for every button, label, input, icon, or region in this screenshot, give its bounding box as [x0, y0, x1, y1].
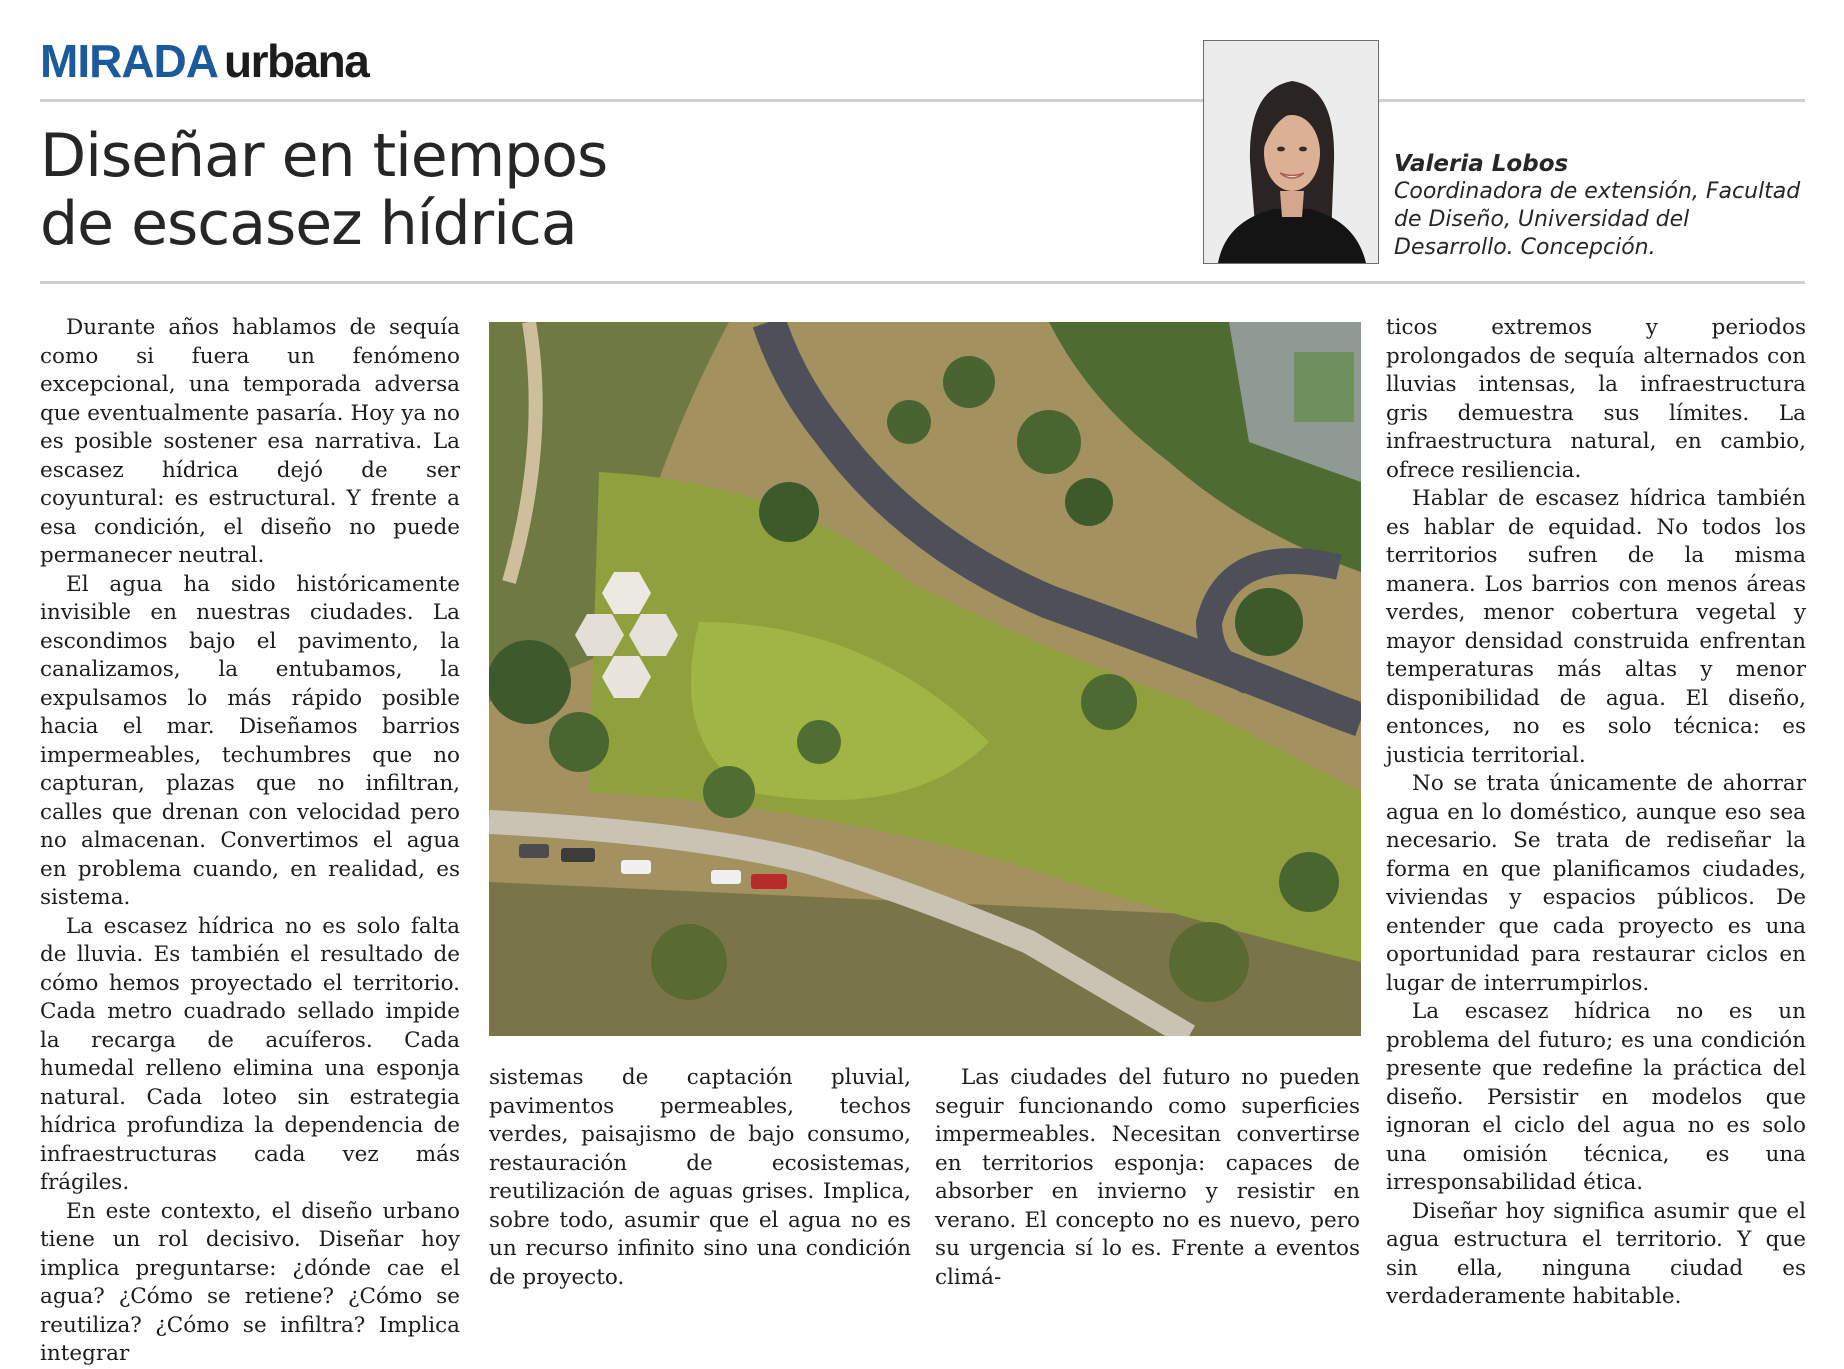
section-name-urbana: urbana	[223, 35, 369, 87]
section-header	[40, 35, 369, 87]
paragraph: La escasez hídrica no es solo falta de lluvia. Es también el resultado de cómo hemos proyectado el territorio. Cada metro cuadrado sellado impide la recarga de acuíferos. Cada humedal relleno elimina una esponja natural. Cada loteo sin estrategia hídrica profundiza la dependencia de infraestructuras cada vez más frágiles.	[40, 913, 460, 1195]
title-rule	[40, 281, 1805, 284]
author-byline	[1394, 150, 1814, 262]
paragraph: ticos extremos y periodos prolongados de sequía alternados con lluvias intensas, la infraestructura gris demuestra sus límites. La infraestructura natural, en cambio, ofrece resiliencia.	[1386, 315, 1806, 483]
paragraph: Las ciudades del futuro no pueden seguir funcionando como superficies impermeables. Necesitan convertirse en territorios esponja: capaces de absorber en invierno y resistir en verano. El concepto no es nuevo, pero su urgencia sí lo es. Frente a eventos climá-	[935, 1065, 1360, 1290]
paragraph: Durante años hablamos de sequía como si fuera un fenómeno excepcional, una temporada adversa que eventualmente pasaría. Hoy ya no es posible sostener esa narrativa. La escasez hídrica dejó de ser coyuntural: es estructural. Y frente a esa condición, el diseño no puede permanecer neutral.	[40, 315, 460, 568]
paragraph: En este contexto, el diseño urbano tiene un rol decisivo. Diseñar hoy implica preguntarse: ¿dónde cae el agua? ¿Cómo se retiene? ¿Cómo se reutiliza? ¿Cómo se infiltra? Implica integrar	[40, 1198, 460, 1366]
header-rule	[40, 99, 1805, 102]
headline-line: Diseñar en tiempos	[40, 121, 608, 191]
aerial-photo	[489, 322, 1361, 1036]
aerial-landscape-image	[489, 322, 1361, 1036]
headline	[40, 122, 607, 258]
paragraph: Diseñar hoy significa asumir que el agua estructura el territorio. Y que sin ella, ninguna ciudad es verdaderamente habitable.	[1386, 1198, 1806, 1309]
author-role: Coordinadora de extensión, Facultad de Diseño, Universidad del Desarrollo. Concepción.	[1394, 179, 1801, 260]
article-column-2	[489, 1064, 911, 1292]
paragraph: No se trata únicamente de ahorrar agua en lo doméstico, aunque eso sea necesario. Se trata de rediseñar la forma en que planificamos ciudades, viviendas y espacios públicos. De entender que cada proyecto es una oportunidad para restaurar ciclos en lugar de interrumpirlos.	[1386, 771, 1806, 996]
paragraph: Hablar de escasez hídrica también es hablar de equidad. No todos los territorios sufren de la misma manera. Los barrios con menos áreas verdes, menor cobertura vegetal y mayor densidad construida enfrentan temperaturas más altas y menor disponibilidad de agua. El diseño, entonces, no es solo técnica: es justicia territorial.	[1386, 486, 1806, 768]
author-photo	[1203, 40, 1379, 264]
section-name-mirada: MIRADA	[40, 35, 218, 87]
author-portrait-image	[1204, 41, 1378, 263]
paragraph: El agua ha sido históricamente invisible en nuestras ciudades. La escondimos bajo el pavimento, la canalizamos, la entubamos, la expulsamos lo más rápido posible hacia el mar. Diseñamos barrios impermeables, techumbres que no capturan, plazas que no infiltran, calles que drenan con velocidad pero no almacenan. Convertimos el agua en problema cuando, en realidad, es sistema.	[40, 571, 460, 910]
article-column-4	[1386, 314, 1806, 1312]
headline-line: de escasez hídrica	[40, 189, 577, 259]
article-column-1	[40, 314, 460, 1369]
paragraph: La escasez hídrica no es un problema del futuro; es una condición presente que redefine la práctica del diseño. Persistir en modelos que ignoran el ciclo del agua no es solo una omisión técnica, es una irresponsabilidad ética.	[1386, 999, 1806, 1195]
paragraph: sistemas de captación pluvial, pavimentos permeables, techos verdes, paisajismo de bajo consumo, restauración de ecosistemas, reutilización de aguas grises. Implica, sobre todo, asumir que el agua no es un recurso infinito sino una condición de proyecto.	[489, 1065, 911, 1290]
article-column-3	[935, 1064, 1360, 1292]
author-name: Valeria Lobos	[1394, 151, 1569, 177]
